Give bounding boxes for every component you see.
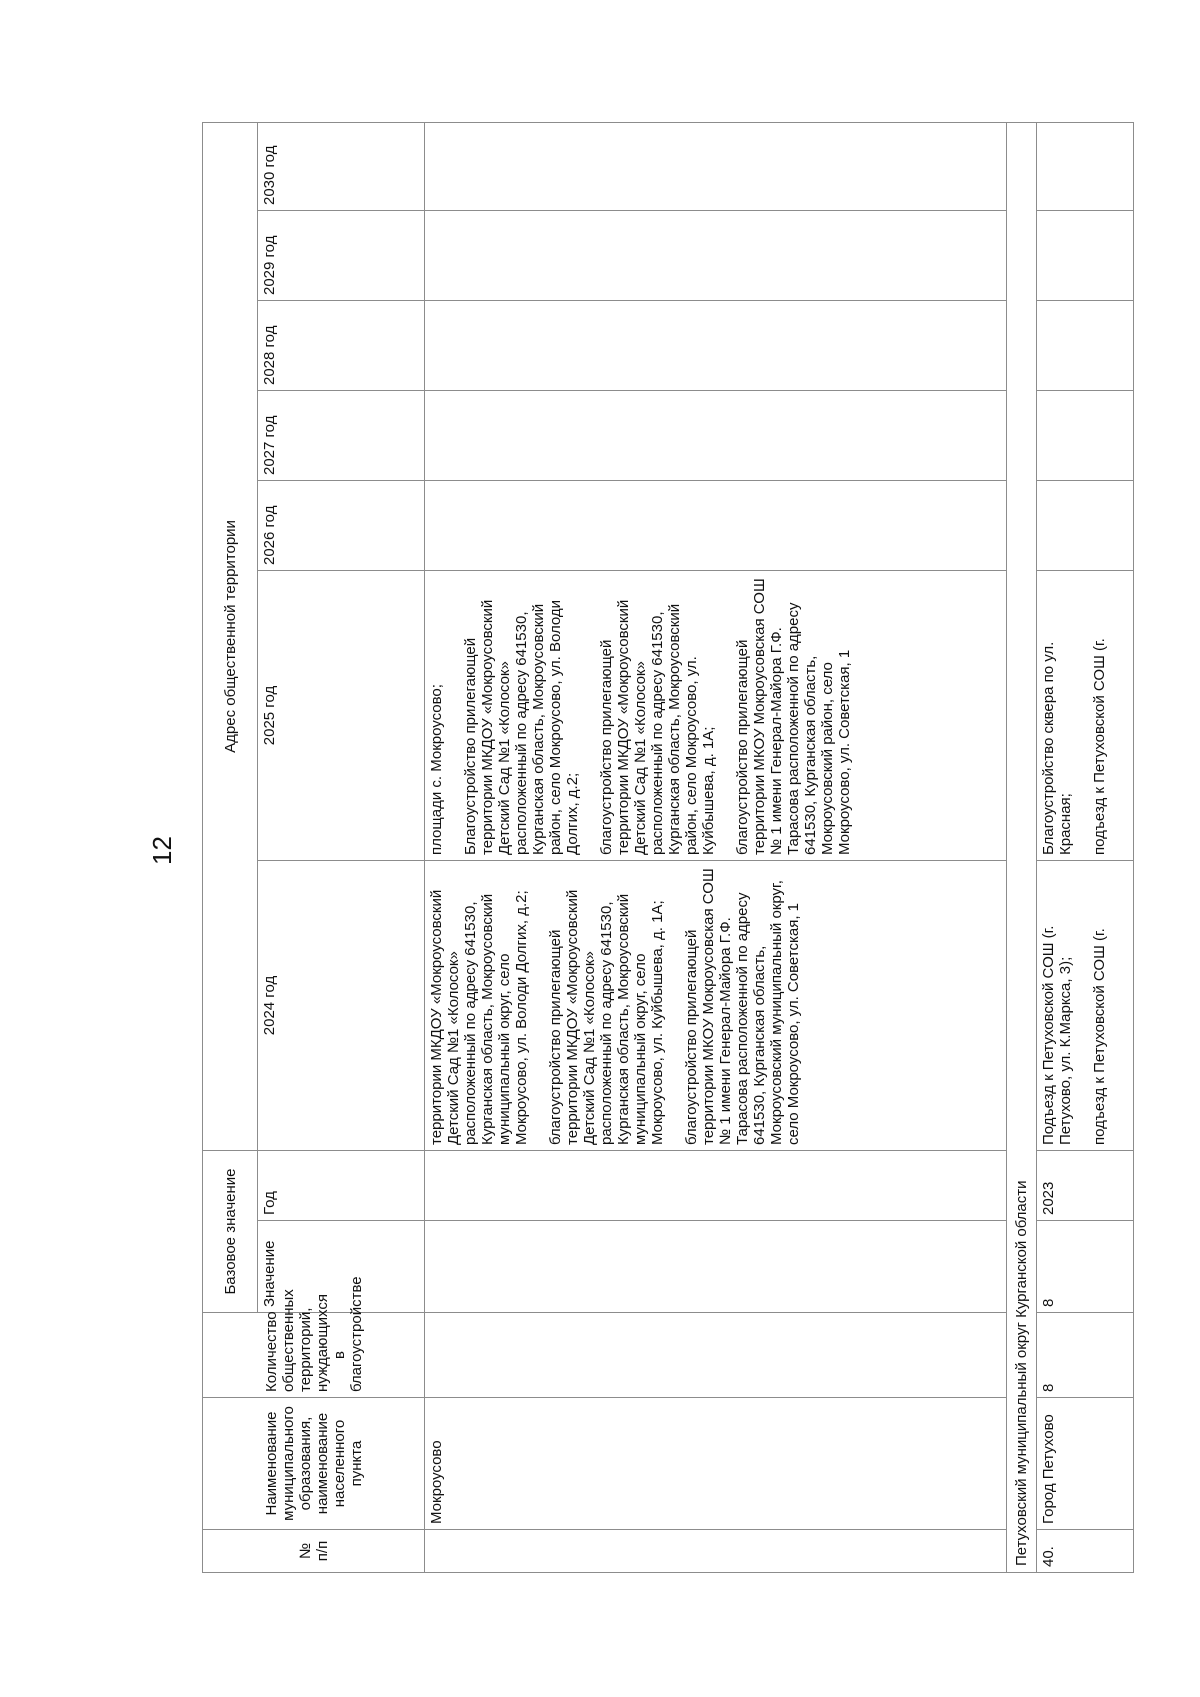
list-item: благоустройство прилегающей территории МКОУ Мокроусовская СОШ № 1 имени Генерал-Майора Г.Ф. Тарасова расположенной по адресу 641530, Курганская область, Мокроусовский район, село Мокроусово, ул. Советская, 1 xyxy=(734,578,853,855)
cell-2026 xyxy=(1037,481,1134,571)
header-count: Количество общественных территорий, нуждающихся в благоустройстве xyxy=(203,1313,425,1398)
list-item: подъезд к Петуховской СОШ (г. xyxy=(1091,928,1108,1145)
header-base: Базовое значение xyxy=(203,1151,258,1313)
table-row-40 xyxy=(1037,122,1134,1572)
cell-num: 40. xyxy=(1037,1530,1134,1573)
list-item: благоустройство прилегающей территории МКДОУ «Мокроусовский Детский Сад №1 «Колосок» расположенный по адресу 641530, Курганская область, Мокроусовский район, село Мокроусово, ул. Куйбышева, д. 1А; xyxy=(598,599,717,855)
list-item: Подъезд к Петуховской СОШ (г. Петухово, ул. К.Маркса, 3); xyxy=(1040,925,1074,1145)
cell-2030 xyxy=(1037,122,1134,210)
cell-2025 xyxy=(425,571,1007,861)
list-item: Благоустройство прилегающей территории МКДОУ «Мокроусовский Детский Сад №1 «Колосок» расположенный по адресу 641530, Курганская область, Мокроусовский район, село Мокроусово, ул. Володи Долгих, д.2; xyxy=(462,599,581,855)
cell-base-year: 2023 xyxy=(1037,1151,1134,1221)
header-year-2025: 2025 год xyxy=(258,571,425,861)
cell-2028 xyxy=(1037,301,1134,391)
cell-2026 xyxy=(425,481,1007,571)
list-item: подъезд к Петуховской СОШ (г. xyxy=(1091,638,1108,855)
page-number-text: 12 xyxy=(146,835,177,865)
cell-2024 xyxy=(1037,861,1134,1151)
page-number xyxy=(142,820,182,880)
header-year-2028: 2028 год xyxy=(258,301,425,391)
territories-table xyxy=(202,122,1134,1573)
cell-base-value xyxy=(425,1221,1007,1313)
header-address: Адрес общественной территории xyxy=(203,122,258,1150)
cell-base-year xyxy=(425,1151,1007,1221)
cell-2024 xyxy=(425,861,1007,1151)
list-item: благоустройство прилегающей территории МКОУ Мокроусовская СОШ № 1 имени Генерал-Майора Г.Ф. Тарасова расположенной по адресу 641530, Курганская область, Мокроусовский муниципальный округ, село Мокроусово, ул. Советская, 1 xyxy=(683,868,802,1145)
cell-num xyxy=(425,1530,1007,1573)
list-item: благоустройство прилегающей территории МКДОУ «Мокроусовский Детский Сад №1 «Колосок» расположенный по адресу 641530, Курганская область, Мокроусовский муниципальный округ, село Мокроусово, ул. Куйбышева, д. 1А; xyxy=(547,889,666,1145)
header-year-2026: 2026 год xyxy=(258,481,425,571)
cell-base-value: 8 xyxy=(1037,1221,1134,1313)
header-base-value: Значение xyxy=(258,1221,425,1313)
header-year-2024: 2024 год xyxy=(258,861,425,1151)
header-year-2029: 2029 год xyxy=(258,211,425,301)
cell-2029 xyxy=(425,211,1007,301)
cell-2027 xyxy=(1037,391,1134,481)
cell-count xyxy=(425,1313,1007,1398)
list-item: территории МКДОУ «Мокроусовский Детский Сад №1 «Колосок» расположенный по адресу 641530, Курганская область, Мокроусовский муниципальный округ, село Мокроусово, ул. Володи Долгих, д.2; xyxy=(428,889,530,1145)
cell-count: 8 xyxy=(1037,1313,1134,1398)
rotated-table-wrapper xyxy=(202,123,1147,1573)
header-year-2027: 2027 год xyxy=(258,391,425,481)
table-row-mokrousovo xyxy=(425,122,1007,1572)
header-base-year: Год xyxy=(258,1151,425,1221)
header-row-1 xyxy=(203,122,258,1572)
header-num: № п/п xyxy=(203,1530,425,1573)
cell-2029 xyxy=(1037,211,1134,301)
cell-2030 xyxy=(425,122,1007,210)
header-name: Наименование муниципального образования, наименование населенного пункта xyxy=(203,1398,425,1530)
cell-name: Город Петухово xyxy=(1037,1398,1134,1530)
header-year-2030: 2030 год xyxy=(258,122,425,210)
section-title: Петуховский муниципальный округ Курганской области xyxy=(1007,122,1037,1572)
list-item: площади с. Мокроусово; xyxy=(428,684,445,855)
section-row xyxy=(1007,122,1037,1572)
cell-name: Мокроусово xyxy=(425,1398,1007,1530)
cell-2028 xyxy=(425,301,1007,391)
cell-2025 xyxy=(1037,571,1134,861)
list-item: Благоустройство сквера по ул. Красная; xyxy=(1040,641,1074,855)
cell-2027 xyxy=(425,391,1007,481)
